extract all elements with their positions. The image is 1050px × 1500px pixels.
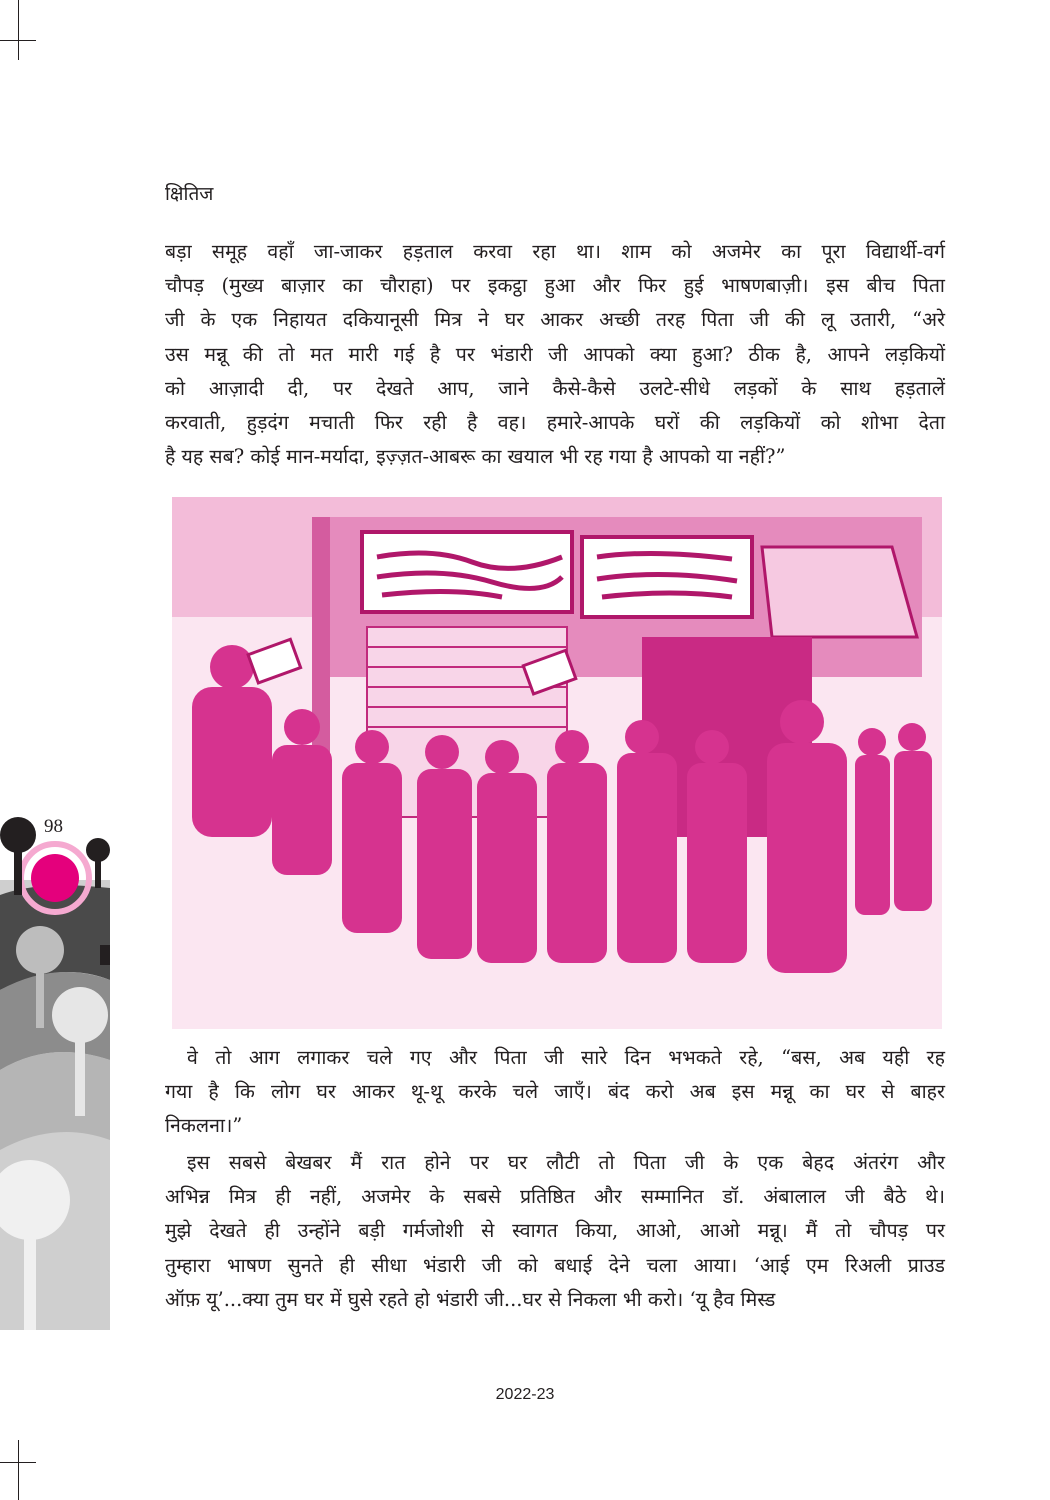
text-line: जी के एक निहायत दकियानूसी मित्र ने घर आकर अच्छी तरह पिता जी की लू उतारी, “अरे: [165, 308, 945, 332]
text-line: बड़ा समूह वहाँ जा-जाकर हड़ताल करवा रहा था। शाम को अजमेर का पूरा विद्यार्थी-वर्ग: [165, 240, 945, 263]
paragraph-1: [165, 235, 945, 474]
text-line: तुम्हारा भाषण सुनते ही सीधा भंडारी जी को बधाई देने चला आया। ‘आई एम रिअली प्राउड: [165, 1253, 945, 1277]
crop-mark-top-left-v: [18, 0, 19, 60]
paragraph-3: [165, 1146, 945, 1317]
protest-illustration: [172, 497, 942, 1029]
text-line: वे तो आग लगाकर चले गए और पिता जी सारे दिन भभकते रहे, “बस, अब यही रह: [187, 1046, 945, 1069]
text-line: ऑफ़ यू’...क्या तुम घर में घुसे रहते हो भंडारी जी...घर से निकला भी करो। ‘यू हैव मिस्ड: [165, 1287, 776, 1311]
crop-mark-bottom-left-v: [18, 1440, 19, 1500]
text-line: निकलना।”: [165, 1114, 243, 1138]
text-line: इस सबसे बेखबर मैं रात होने पर घर लौटी तो पिता जी के एक बेहद अंतरंग और: [187, 1151, 945, 1174]
text-line: गया है कि लोग घर आकर थू-थू करके चले जाएँ। बंद करो अब इस मन्नू का घर से बाहर: [165, 1080, 945, 1104]
text-line: को आज़ादी दी, पर देखते आप, जाने कैसे-कैसे उलटे-सीधे लड़कों के साथ हड़तालें: [165, 376, 945, 400]
footer-year: 2022-23: [495, 1386, 555, 1403]
text-line: करवाती, हुड़दंग मचाती फिर रही है वह। हमारे-आपके घरों की लड़कियों को शोभा देता: [165, 411, 945, 435]
text-line: है यह सब? कोई मान-मर्यादा, इज़्ज़त-आबरू का खयाल भी रह गया है आपको या नहीं?”: [165, 445, 786, 469]
text-line: चौपड़ (मुख्य बाज़ार का चौराहा) पर इकट्ठा हुआ और फिर हुई भाषणबाज़ी। इस बीच पिता: [165, 274, 945, 298]
text-line: उस मन्नू की तो मत मारी गई है पर भंडारी जी आपको क्या हुआ? ठीक है, आपने लड़कियों: [165, 342, 945, 366]
side-decoration: [0, 800, 110, 1330]
text-line: अभिन्न मित्र ही नहीं, अजमेर के सबसे प्रतिष्ठित और सम्मानित डॉ. अंबालाल जी बैठे थे।: [165, 1185, 945, 1209]
page-number: 98: [44, 816, 63, 837]
book-title-header: क्षितिज: [165, 183, 214, 205]
paragraph-2: [165, 1041, 945, 1144]
text-line: मुझे देखते ही उन्होंने बड़ी गर्मजोशी से स्वागत किया, आओ, आओ मन्नू। मैं तो चौपड़ पर: [165, 1219, 945, 1243]
